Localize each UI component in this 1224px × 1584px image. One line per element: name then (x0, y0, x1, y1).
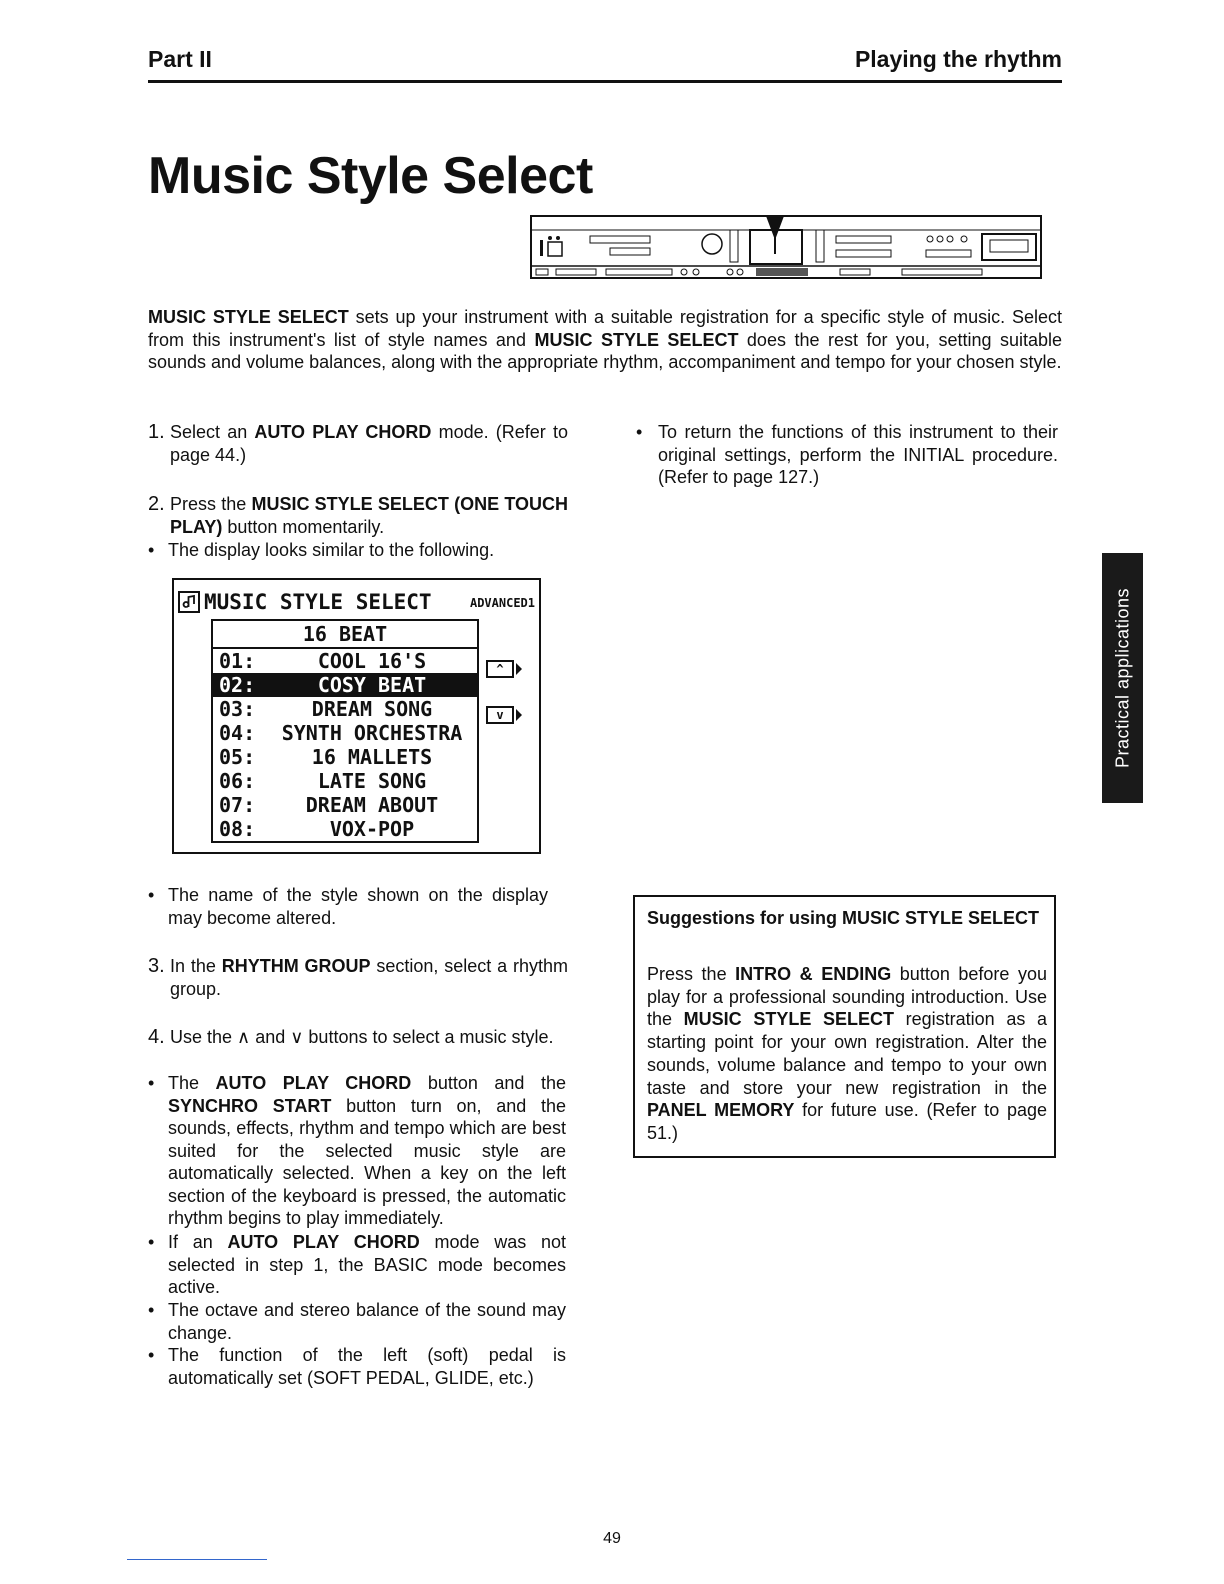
style-number: 04: (219, 721, 256, 745)
bullet-dot: • (636, 422, 643, 442)
step-4-text: Use the ∧ and ∨ buttons to select a music style. (170, 1027, 554, 1047)
bullet-dot: • (148, 1073, 155, 1093)
rhythm-group-label: 16 BEAT (213, 621, 477, 649)
intro-text-2: does the rest for you, setting suitable sounds and volume balances, along with the appropriate rhythm, accompaniment and tempo for your chosen style. (148, 329, 1062, 372)
style-number: 01: (219, 649, 256, 673)
text: The (168, 1073, 216, 1093)
bullet-dot: • (148, 1300, 155, 1320)
style-row[interactable] (213, 793, 477, 817)
intro-paragraph (148, 306, 1062, 374)
step-3-bold: RHYTHM GROUP (221, 956, 371, 976)
footer-rule (127, 1559, 267, 1560)
style-list (211, 619, 479, 843)
bullet-dot: • (148, 540, 155, 560)
style-row[interactable] (213, 817, 477, 841)
step-4-bullet-3-text: The octave and stereo balance of the sound may change. (168, 1300, 566, 1343)
step-3-number: 3. (148, 955, 165, 977)
section-side-tab (1102, 553, 1143, 803)
style-row[interactable] (213, 769, 477, 793)
text: Press the (647, 964, 736, 984)
down-pointer-icon (516, 709, 522, 721)
bullet-dot: • (148, 885, 155, 905)
step-4 (148, 1026, 568, 1049)
lcd-header: MUSIC STYLE SELECT (204, 590, 432, 614)
bold-text: AUTO PLAY CHORD (227, 1232, 420, 1252)
intro-bold-1: MUSIC STYLE SELECT (148, 307, 349, 327)
style-name: DREAM SONG (311, 697, 433, 721)
bold-text: AUTO PLAY CHORD (215, 1073, 412, 1093)
suggestions-body (647, 963, 1047, 1145)
suggestions-title: Suggestions for using MUSIC STYLE SELECT (647, 908, 1040, 928)
step-4-bullet-2 (148, 1231, 566, 1299)
header-rule (148, 80, 1062, 83)
text: button turn on, and the sounds, effects, rhythm and tempo which are best suited for the selected music style are automatically selected. When a key on the left section of the keyboard is pressed, the automatic rhythm begins to play immediately. (168, 1095, 566, 1228)
style-row[interactable] (213, 649, 477, 673)
step-4-number: 4. (148, 1026, 165, 1048)
bold-text: INTRO & ENDING (735, 964, 892, 984)
text: If an (168, 1232, 228, 1252)
style-row[interactable] (213, 745, 477, 769)
step-2-bold: MUSIC STYLE SELECT (ONE TOUCH PLAY) (170, 494, 568, 537)
header-right: Playing the rhythm (854, 46, 1062, 72)
music-style-icon (177, 590, 201, 614)
step-1-number: 1. (148, 421, 165, 443)
bold-text: MUSIC STYLE SELECT (683, 1009, 894, 1030)
style-name: SYNTH ORCHESTRA (281, 721, 463, 745)
style-number: 02: (219, 673, 256, 697)
style-number: 06: (219, 769, 256, 793)
text: for future use. (Refer to page 51.) (647, 1100, 1047, 1143)
step-1 (148, 421, 568, 466)
intro-bold-2: MUSIC STYLE SELECT (534, 329, 739, 350)
style-name: DREAM ABOUT (305, 793, 439, 817)
up-pointer-icon (516, 663, 522, 675)
lcd-display (172, 578, 541, 854)
header-left: Part II (148, 46, 212, 72)
style-name: VOX-POP (329, 817, 415, 841)
step-3-text-a: In the (170, 956, 222, 976)
style-number: 07: (219, 793, 256, 817)
suggestions-box (633, 895, 1056, 1158)
text: mode was not selected in step 1, the BASIC mode becomes active. (168, 1232, 566, 1297)
style-number: 05: (219, 745, 256, 769)
style-name: 16 MALLETS (311, 745, 433, 769)
step-2-number: 2. (148, 493, 165, 515)
style-name: COSY BEAT (317, 673, 427, 697)
initial-procedure-text: To return the functions of this instrument to their original settings, perform the INITIAL procedure. (Refer to page 127.) (658, 422, 1058, 487)
step-4-bullet-3 (148, 1299, 566, 1344)
step-2-bullet (148, 539, 548, 562)
text: registration as a starting point for your own registration. Alter the sounds, volume balance and tempo to your own taste and store your new registration in the (647, 1009, 1047, 1098)
bold-text: SYNCHRO START (168, 1095, 332, 1116)
intro-text-1: sets up your instrument with a suitable registration for a specific style of music. Select from this instrument's list of style names and (148, 307, 1063, 350)
style-number: 03: (219, 697, 256, 721)
bullet-dot: • (148, 1232, 155, 1252)
step-1-text-c: mode. (Refer to page 44.) (170, 422, 568, 465)
display-note-bullet (148, 884, 548, 929)
step-2-text-a: Press the (170, 494, 252, 514)
step-4-bullet-4-text: The function of the left (soft) pedal is automatically set (SOFT PEDAL, GLIDE, etc.) (168, 1345, 566, 1388)
style-row-selected[interactable] (213, 673, 477, 697)
page-title: Music Style Select (148, 147, 593, 205)
step-2 (148, 493, 568, 538)
style-name: LATE SONG (317, 769, 427, 793)
side-tab-label: Practical applications (1112, 587, 1132, 769)
down-button[interactable]: v (486, 706, 514, 724)
text: button before you play for a professional sounding introduction. Use the (647, 964, 1047, 1030)
style-row[interactable] (213, 697, 477, 721)
page-number: 49 (603, 1530, 621, 1547)
step-2-text-c: button momentarily. (222, 516, 385, 537)
step-1-text-a: Select an (170, 422, 255, 442)
keyboard-panel-diagram-icon (530, 212, 1042, 282)
display-note-text: The name of the style shown on the display may become altered. (168, 885, 548, 928)
lcd-mode: ADVANCED1 (469, 596, 535, 610)
text: button and the (411, 1073, 566, 1093)
bullet-dot: • (148, 1345, 155, 1365)
style-number: 08: (219, 817, 256, 841)
bold-text: PANEL MEMORY (647, 1100, 795, 1121)
step-4-bullet-4 (148, 1344, 566, 1389)
step-2-bullet-text: The display looks similar to the following. (168, 540, 495, 560)
initial-procedure-bullet (636, 421, 1058, 489)
up-button[interactable]: ^ (486, 660, 514, 678)
step-4-bullet-1 (148, 1072, 566, 1230)
style-row[interactable] (213, 721, 477, 745)
step-3-text-c: section, select a rhythm group. (170, 956, 568, 999)
style-name: COOL 16'S (317, 649, 427, 673)
step-3 (148, 955, 568, 1000)
step-1-bold: AUTO PLAY CHORD (254, 422, 432, 442)
